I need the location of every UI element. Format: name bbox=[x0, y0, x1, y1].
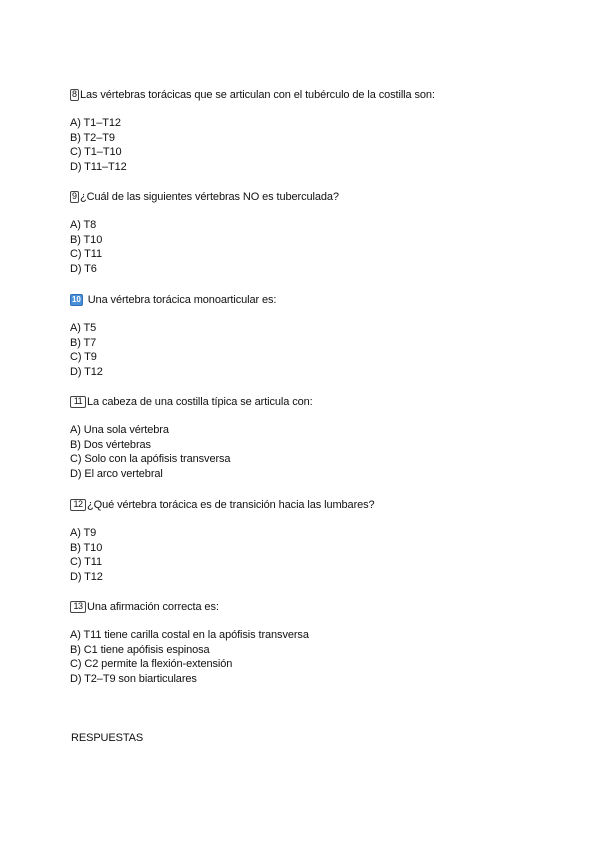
question-text: ¿Qué vértebra torácica es de transición hacia las lumbares? bbox=[87, 498, 375, 511]
question-9 bbox=[70, 189, 550, 276]
option-b: B) T7 bbox=[70, 336, 97, 349]
option-c: C) T11 bbox=[70, 556, 103, 569]
option-b: B) Dos vértebras bbox=[70, 438, 151, 451]
option-b: B) T2–T9 bbox=[70, 131, 115, 144]
options-list bbox=[70, 321, 550, 379]
keycap-ten-icon: 10 bbox=[72, 294, 81, 304]
question-text: Una afirmación correcta es: bbox=[87, 600, 219, 613]
question-8-stem bbox=[70, 87, 550, 102]
options-list bbox=[70, 628, 550, 686]
question-13-stem bbox=[70, 599, 550, 614]
option-a: A) T5 bbox=[70, 322, 97, 334]
option-a: A) T8 bbox=[70, 219, 97, 231]
question-text: ¿Cuál de las siguientes vértebras NO es tuberculada? bbox=[80, 190, 339, 203]
question-13 bbox=[70, 599, 550, 686]
option-a: A) T11 tiene carilla costal en la apófisis transversa bbox=[70, 629, 309, 641]
options-list bbox=[70, 218, 550, 276]
option-a: A) T9 bbox=[70, 527, 97, 539]
question-10 bbox=[70, 292, 550, 379]
question-12 bbox=[70, 497, 550, 584]
keycap-number-icon: 8 bbox=[70, 89, 79, 101]
question-9-stem bbox=[70, 189, 550, 204]
option-d: D) T2–T9 son biarticulares bbox=[70, 672, 197, 685]
keycap-number-icon: 12 bbox=[70, 499, 86, 511]
question-text: Una vértebra torácica monoarticular es: bbox=[87, 293, 277, 306]
question-11 bbox=[70, 394, 550, 481]
question-8 bbox=[70, 87, 550, 174]
question-11-stem bbox=[70, 394, 550, 409]
option-c: C) C2 permite la flexión-extensión bbox=[70, 658, 233, 671]
option-d: D) T11–T12 bbox=[70, 160, 127, 173]
option-d: D) El arco vertebral bbox=[70, 467, 163, 480]
question-12-stem bbox=[70, 497, 550, 512]
keycap-number-icon: 13 bbox=[70, 601, 86, 613]
option-b: B) C1 tiene apófisis espinosa bbox=[70, 643, 210, 656]
options-list bbox=[70, 423, 550, 481]
option-b: B) T10 bbox=[70, 233, 103, 246]
option-d: D) T12 bbox=[70, 570, 103, 583]
option-b: B) T10 bbox=[70, 541, 103, 554]
option-c: C) T11 bbox=[70, 248, 103, 261]
options-list bbox=[70, 116, 550, 174]
keycap-number-icon: 11 bbox=[70, 396, 86, 408]
option-c: C) Solo con la apófisis transversa bbox=[70, 453, 231, 466]
answers-heading: RESPUESTAS bbox=[71, 732, 144, 744]
keycap-number-icon: 9 bbox=[70, 191, 79, 203]
option-a: A) Una sola vértebra bbox=[70, 424, 169, 436]
option-d: D) T12 bbox=[70, 365, 103, 378]
option-c: C) T9 bbox=[70, 351, 97, 364]
question-text: La cabeza de una costilla típica se articula con: bbox=[87, 395, 313, 408]
question-text: Las vértebras torácicas que se articulan con el tubérculo de la costilla son: bbox=[80, 88, 435, 101]
options-list bbox=[70, 526, 550, 584]
option-d: D) T6 bbox=[70, 262, 97, 275]
question-10-stem bbox=[70, 292, 550, 307]
option-c: C) T1–T10 bbox=[70, 146, 122, 159]
option-a: A) T1–T12 bbox=[70, 117, 121, 129]
